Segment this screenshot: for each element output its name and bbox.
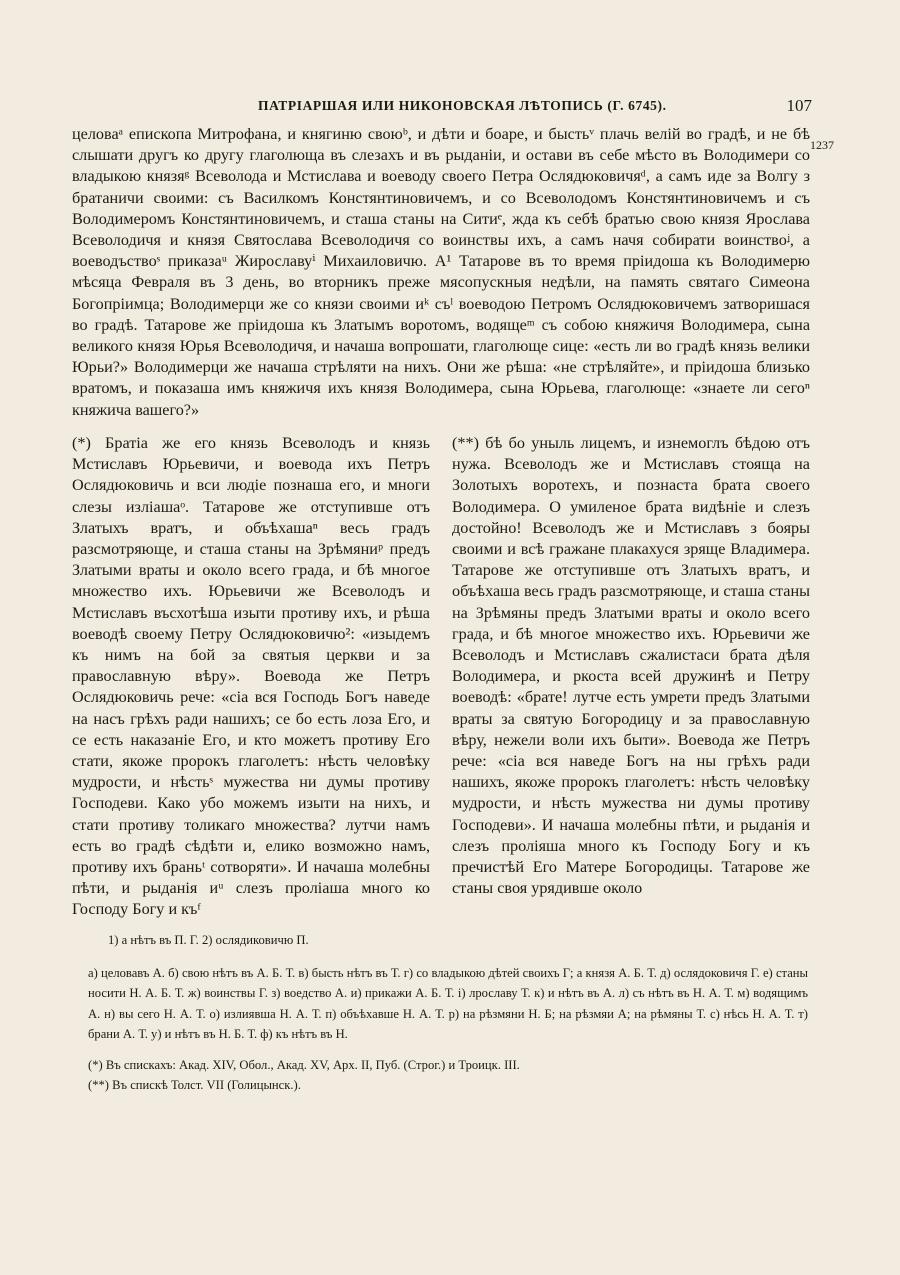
page-number: 107 bbox=[786, 96, 812, 115]
footnotes bbox=[88, 930, 808, 1096]
numbered-footnotes: 1) а нѣтъ въ П. Г. 2) ослядиковичю П. bbox=[108, 933, 309, 947]
variant-readings: а) целовавъ А. б) свою нѣтъ въ А. Б. Т. в) бысть нѣтъ въ Т. г) со владыкою дѣтей своихъ Г; а князя А. Б. Т. д) ослядоковичя Г. е) станы носити Н. А. Б. Т. ж) воинствы Г. з) воедство А. и) прикажи А. Б. Т. і) лрославу Т. к) и нѣтъ въ А. л) съ нѣтъ въ Н. А. Т. м) водящимъ А. н) вы сего Н. А. Т. о) излиявша Н. А. Т. п) объѣхавше Н. А. Т. р) на рѣзмяни Н. Б; на рѣзмяи А; на рѣмяны Т. с) нѣсь Н. А. Т. т) брани А. Т. у) и нѣтъ въ Н. Б. Т. ф) къ нѣтъ въ Н. bbox=[88, 965, 808, 1041]
main-paragraph: целоваᵃ епископа Митрофана, и княгиню своюᵇ, и дѣти и боаре, и быстьᵛ плачь велій во градѣ, и не бѣ слышати другъ ко другу глаголюща въ слезахъ и въ рыданіи, и остави въ себе мѣсто въ Володимери со владыкою князяᵍ Всеволода и Мстислава и воеводу своего Петра Ослядюковичяᵈ, а самъ иде за Волгу з братаничи своими: съ Василкомъ Констянтиновичемъ, и со Всеволодомъ Констянтиновичемъ и съ Володимеромъ Констянтиновичемъ, и сташа станы на Ситиᵉ, жда къ себѣ братью свою князя Ярослава Всеволодичя и князя Святослава Всеволодичя со воинствы ихъ, а самъ начя собирати воинствоᶨ, а воеводъствоˢ приказаᵘ Жирославуⁱ Михаиловичю. А¹ Татарове въ то время пріидоша къ Володимерю мѣсяца Февраля въ 3 день, во вторникъ преже мясопускныя недѣли, на память святаго Симеона Богопріимца; Володимерци же со князи своими иᵏ съˡ воеводою Петромъ Ослядюковичемъ затворишася во градѣ. Татарове же пріидоша къ Златымъ воротомъ, водящеᵐ съ собою княжичя Володимера, сына великого князя Юрья Всеволодичя, и начаша вопрошати, глаголюще сице: «есть ли во градѣ князь велики Юрьи?» Володимерци же начаша стрѣляти на нихъ. Они же рѣша: «не стрѣляйте», и пріидоша близько вратомъ, и показаша имъ княжичя ихъ князя Володимера, сына Юрьева, глаголюще: «знаете ли сегоⁿ княжича вашего?» bbox=[72, 125, 810, 419]
sigla-note-1: (*) Въ спискахъ: Акад. XIV, Обол., Акад. XV, Арх. II, Пуб. (Строг.) и Троицк. III. bbox=[88, 1057, 520, 1072]
right-column bbox=[452, 433, 810, 899]
running-title: ПАТРІАРШАЯ ИЛИ НИКОНОВСКАЯ ЛѢТОПИСЬ (Г. 6745). bbox=[258, 98, 667, 113]
left-column-text: (*) Братіа же его князь Всеволодъ и князь Мстиславъ Юрьевичи, и воевода ихъ Петръ Ослядюковичь и вси людіе познаша его, и многи слезы изліашаᵒ. Татарове же отступивше отъ Златыхъ вратъ, и объѣхашаⁿ весь градъ разсмотряюще, и сташа станы на Зрѣмяниᵖ предъ Златыми враты и около всего града, и бѣ многое множество ихъ. Юрьевичи же Всеволодъ и Мстиславъ въсхотѣша изыти противу ихъ, и рѣша воеводѣ своему Петру Ослядюковичю²: «изыдемъ къ нимъ на бой за святыя церкви и за православную вѣру». Воевода же Петръ Ослядюковичь рече: «сіа вся Господь Богъ наведе на насъ грѣхъ ради нашихъ; се бо есть лоза Его, и се есть наказаніе Его, и кто можетъ противу Его стати, якоже пророкъ глаголетъ: нѣсть человѣку мудрости, и нѣстьˢ мужества ни думы противу Господеви. Како убо можемъ изыти на нихъ, и стати противу толикаго множества? лутчи намъ есть во градѣ сѣдѣти и, елико возможно намъ, противу ихъ браньᵗ сотворяти». И начаша молебны пѣти, и рыданія иᵘ слезъ проліаша много ко Господу Богу и къᶠ bbox=[72, 434, 430, 919]
left-column bbox=[72, 433, 430, 921]
manuscript-sigla bbox=[88, 1055, 808, 1096]
page-header bbox=[72, 96, 812, 120]
sigla-note-2: (**) Въ спискѣ Толст. VII (Голицынск.). bbox=[88, 1078, 301, 1092]
right-column-text: (**) бѣ бо уныль лицемъ, и изнемоглъ бѣдою отъ нужа. Всеволодъ же и Мстиславъ стояща на Золотыхъ воротехъ, и познаста брата своего Володимера. О умиленое брата видѣніе и слезъ достойно! Всеволодъ же и Мстиславъ з бояры своими и всѣ гражане плакахуся зряще Владимера. Татарове же отступивше отъ Златыхъ вратъ, и объѣхаша весь градъ разсмотряюще, и сташа станы на Зрѣмяны предъ Златыми враты и около всего града, и бѣ многое множество ихъ. Юрьевичи же Всеволодъ и Мстиславъ сжалистаси брата дѣля Володимера, и ркоста всей дружинѣ и Петру воеводѣ: «брате! лутче есть умрети предъ Златыми враты за святую Богородицу и за православную вѣру, нежели воли ихъ быти». Воевода же Петръ рече: «сіа вся наведе Богъ на ны грѣхъ ради нашихъ, якоже пророкъ глаголетъ: нѣсть человѣку мудрости, и нѣсть мужества ни думы противу Господеви». И начаша молебны пѣти, и рыданія и слезъ проліяша много къ Господу Богу и къ пречистѣй Его Матере Богородицы. Татарове же станы своя урядивше около bbox=[452, 434, 810, 898]
main-text-block bbox=[72, 124, 810, 421]
margin-year: 1237 bbox=[810, 138, 834, 152]
